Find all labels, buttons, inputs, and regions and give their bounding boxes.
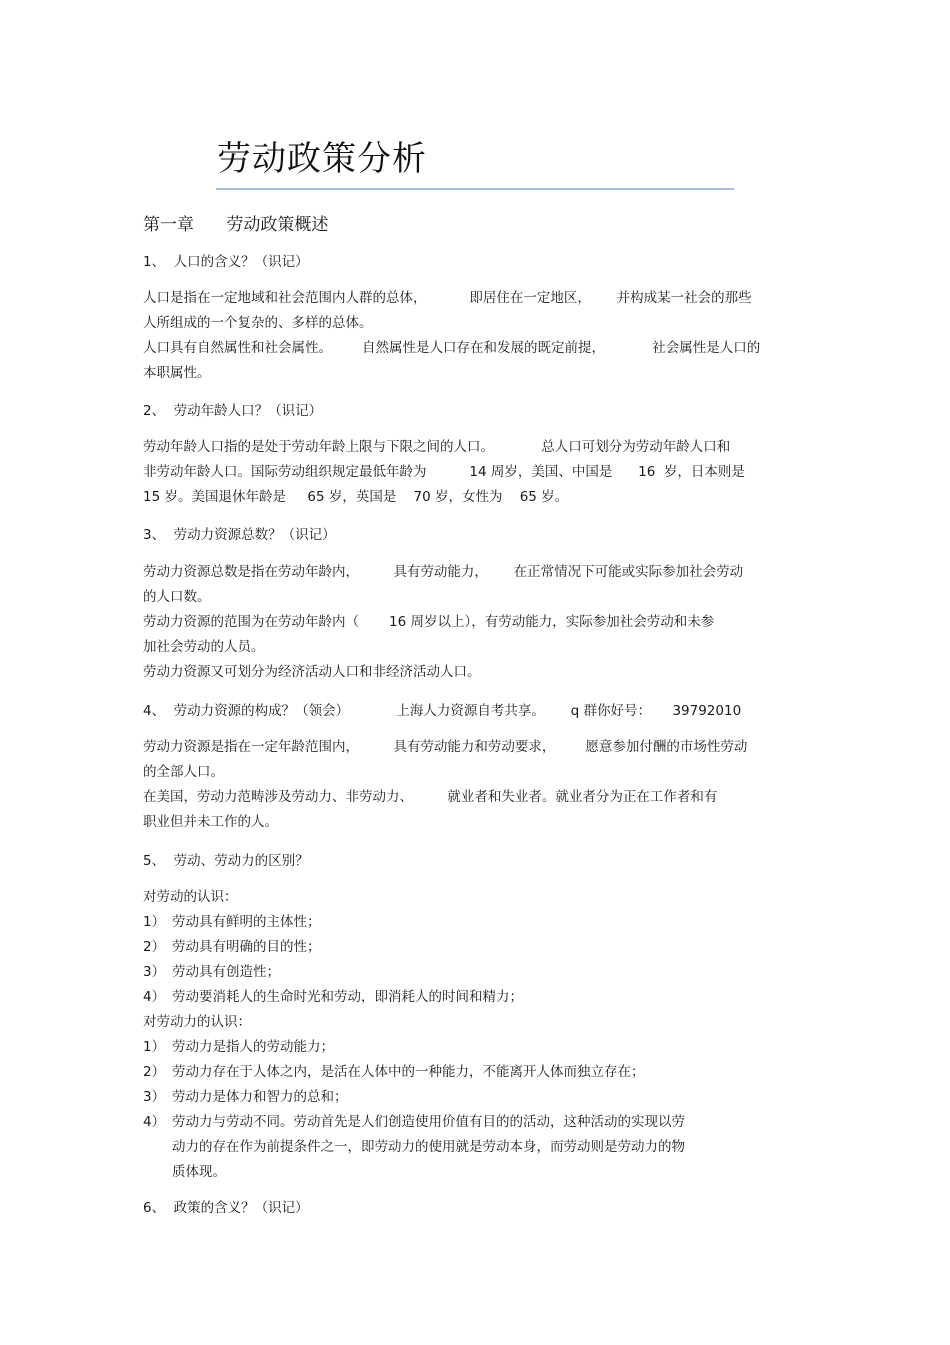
answer-5: [143, 885, 803, 1185]
labor-power-heading: 对劳动力的认识：: [143, 1014, 251, 1030]
answer-line: 人所组成的一个复杂的、多样的总体。: [143, 315, 373, 331]
question-6: 6、 政策的含义？（识记）: [143, 1200, 309, 1216]
answer-line: 在美国，劳动力范畴涉及劳动力、非劳动力、 就业者和失业者。就业者分为正在工作者和有: [143, 789, 718, 805]
answer-1: [143, 286, 803, 386]
document-title: 劳动政策分析: [217, 139, 427, 179]
chapter-heading: 第一章 劳动政策概述: [143, 215, 329, 235]
list-item: 2） 劳动力存在于人体之内，是活在人体中的一种能力，不能离开人体而独立存在；: [143, 1064, 645, 1080]
list-item: 3） 劳动具有创造性；: [143, 964, 280, 980]
question-4: 4、 劳动力资源的构成？（领会） 上海人力资源自考共享。 q 群你好号： 39792010: [143, 703, 742, 719]
answer-line: 人口具有自然属性和社会属性。 自然属性是人口存在和发展的既定前提， 社会属性是人口的: [143, 340, 761, 356]
list-item-continuation: 质体现。: [172, 1164, 226, 1180]
answer-line: 职业但并未工作的人。: [143, 814, 278, 830]
answer-line: 加社会劳动的人员。: [143, 639, 265, 655]
list-item: 4） 劳动力与劳动不同。劳动首先是人们创造使用价值有目的的活动，这种活动的实现以劳: [143, 1114, 685, 1130]
list-item: 4） 劳动要消耗人的生命时光和劳动，即消耗人的时间和精力；: [143, 989, 523, 1005]
answer-line: 的人口数。: [143, 589, 211, 605]
list-item: 1） 劳动力是指人的劳动能力；: [143, 1039, 334, 1055]
question-1: 1、 人口的含义？（识记）: [143, 254, 309, 270]
answer-4: [143, 735, 803, 835]
answer-2: [143, 435, 803, 510]
answer-line: 劳动力资源的范围为在劳动年龄内（ 16 周岁以上），有劳动能力，实际参加社会劳动和未参: [143, 614, 715, 630]
answer-line: 非劳动年龄人口。国际劳动组织规定最低年龄为 14 周岁，美国、中国是 16 岁，日本则是: [143, 464, 745, 480]
list-item: 3） 劳动力是体力和智力的总和；: [143, 1089, 348, 1105]
labor-heading: 对劳动的认识：: [143, 889, 238, 905]
list-item: 1） 劳动具有鲜明的主体性；: [143, 914, 321, 930]
answer-line: 劳动力资源是指在一定年龄范围内， 具有劳动能力和劳动要求， 愿意参加付酬的市场性劳动: [143, 739, 748, 755]
answer-line: 人口是指在一定地域和社会范围内人群的总体， 即居住在一定地区， 并构成某一社会的那些: [143, 290, 752, 306]
answer-3: [143, 560, 803, 685]
list-item-continuation: 动力的存在作为前提条件之一，即劳动力的使用就是劳动本身，而劳动则是劳动力的物: [172, 1139, 685, 1155]
answer-line: 15 岁。美国退休年龄是 65 岁，英国是 70 岁，女性为 65 岁。: [143, 489, 569, 505]
answer-line: 本职属性。: [143, 365, 211, 381]
list-item: 2） 劳动具有明确的目的性；: [143, 939, 321, 955]
answer-line: 劳动力资源总数是指在劳动年龄内， 具有劳动能力， 在正常情况下可能或实际参加社会劳动: [143, 564, 744, 580]
answer-line: 的全部人口。: [143, 764, 224, 780]
answer-line: 劳动力资源又可划分为经济活动人口和非经济活动人口。: [143, 664, 481, 680]
question-2: 2、 劳动年龄人口？（识记）: [143, 403, 323, 419]
title-underline: [216, 188, 734, 190]
question-3: 3、 劳动力资源总数？（识记）: [143, 527, 336, 543]
answer-line: 劳动年龄人口指的是处于劳动年龄上限与下限之间的人口。 总人口可划分为劳动年龄人口和: [143, 439, 731, 455]
question-5: 5、 劳动、劳动力的区别？: [143, 853, 309, 869]
